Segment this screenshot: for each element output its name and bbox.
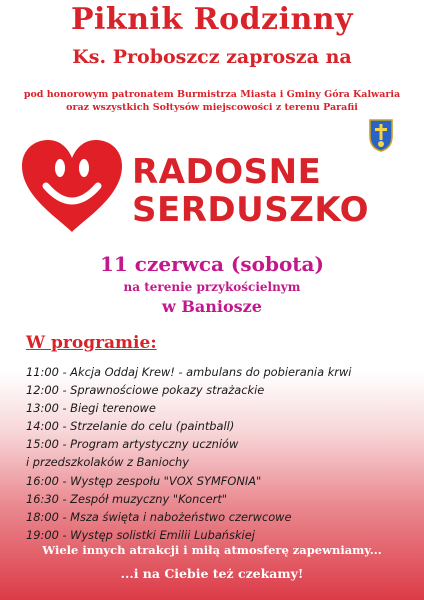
page-title: Piknik Rodzinny xyxy=(70,2,354,37)
program-heading: W programie: xyxy=(26,333,157,353)
patronage-text xyxy=(0,88,424,114)
program-item: 16:30 - Zespół muzyczny "Koncert" xyxy=(26,491,228,506)
logo-text-radosne: RADOSNE xyxy=(132,152,322,192)
program-item: 19:00 - Występ solistki Emilii Lubańskiej xyxy=(26,527,255,542)
program-item: 18:00 - Msza święta i nabożeństwo czerwcowe xyxy=(26,509,292,524)
program-item: 16:00 - Występ zespołu "VOX SYMFONIA" xyxy=(26,473,262,488)
program-item: 14:00 - Strzelanie do celu (paintball) xyxy=(26,419,235,434)
smiling-heart-icon xyxy=(20,138,124,234)
event-place: na terenie przykościelnym xyxy=(123,280,301,294)
patronage-line-2: oraz wszystkich Sołtysów miejscowości z terenu Parafii xyxy=(66,102,358,113)
program-item: 13:00 - Biegi terenowe xyxy=(26,401,156,416)
program-item: 15:00 - Program artystyczny uczniów xyxy=(26,437,239,452)
program-list xyxy=(26,363,351,544)
footer-attractions: Wiele innych atrakcji i miłą atmosferę zapewniamy... xyxy=(42,543,382,557)
event-village: w Baniosze xyxy=(162,297,262,316)
event-date: 11 czerwca (sobota) xyxy=(100,252,324,276)
program-item: i przedszkolaków z Baniochy xyxy=(26,455,190,470)
invitation-subtitle: Ks. Proboszcz zaprosza na xyxy=(72,46,352,68)
program-item: 11:00 - Akcja Oddaj Krew! - ambulans do pobierania krwi xyxy=(26,365,352,379)
patronage-line-1: pod honorowym patronatem Burmistrza Miasta i Gminy Góra Kalwaria xyxy=(23,89,401,100)
program-item: 12:00 - Sprawnościowe pokazy strażackie xyxy=(26,383,265,398)
coat-of-arms-icon xyxy=(368,118,394,152)
footer-invitation: ...i na Ciebie też czekamy! xyxy=(120,566,304,581)
logo-text-serduszko: SERDUSZKO xyxy=(132,190,370,230)
